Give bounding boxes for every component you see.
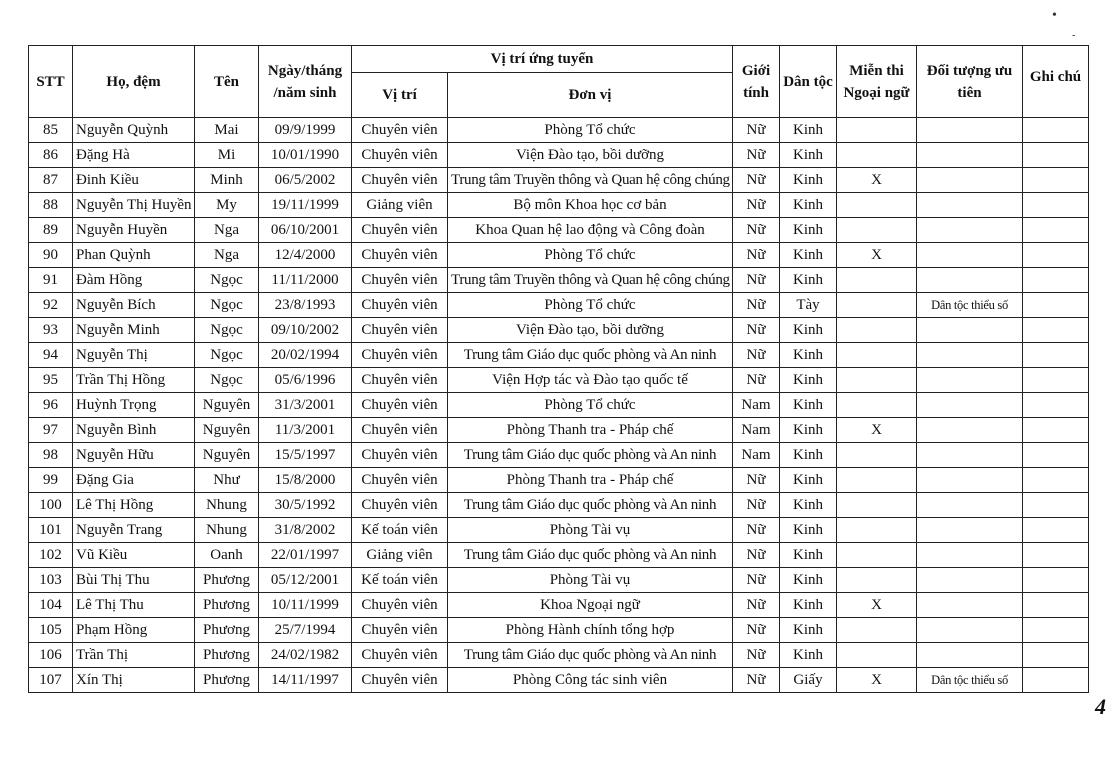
cell-doi-tuong xyxy=(917,393,1023,418)
cell-don-vi: Phòng Tài vụ xyxy=(448,518,733,543)
header-vi-tri-ung-tuyen: Vị trí ứng tuyển xyxy=(352,46,733,73)
cell-mien-thi xyxy=(837,268,917,293)
cell-mien-thi: X xyxy=(837,418,917,443)
cell-mien-thi xyxy=(837,368,917,393)
cell-doi-tuong xyxy=(917,418,1023,443)
cell-ten: Nhung xyxy=(195,493,259,518)
table-row xyxy=(29,593,1089,618)
table-row xyxy=(29,543,1089,568)
page-number: 4 xyxy=(1095,694,1106,719)
cell-stt: 85 xyxy=(29,118,73,143)
cell-vi-tri: Chuyên viên xyxy=(352,218,448,243)
cell-don-vi: Khoa Ngoại ngữ xyxy=(448,593,733,618)
cell-don-vi: Phòng Công tác sinh viên xyxy=(448,668,733,693)
cell-gioi-tinh: Nữ xyxy=(733,493,780,518)
cell-doi-tuong xyxy=(917,568,1023,593)
cell-ngay-sinh: 05/12/2001 xyxy=(259,568,352,593)
cell-mien-thi: X xyxy=(837,243,917,268)
table-row xyxy=(29,318,1089,343)
cell-ho-dem: Đặng Gia xyxy=(73,468,195,493)
cell-ngay-sinh: 30/5/1992 xyxy=(259,493,352,518)
cell-mien-thi: X xyxy=(837,168,917,193)
cell-vi-tri: Chuyên viên xyxy=(352,593,448,618)
cell-ghi-chu xyxy=(1023,443,1089,468)
cell-ho-dem: Nguyễn Minh xyxy=(73,318,195,343)
cell-doi-tuong xyxy=(917,143,1023,168)
cell-mien-thi xyxy=(837,293,917,318)
cell-dan-toc: Kinh xyxy=(780,318,837,343)
cell-dan-toc: Kinh xyxy=(780,418,837,443)
cell-mien-thi xyxy=(837,218,917,243)
candidate-table xyxy=(28,45,1089,693)
cell-dan-toc: Kinh xyxy=(780,618,837,643)
table-row xyxy=(29,293,1089,318)
header-ngay-sinh xyxy=(259,46,352,118)
cell-dan-toc: Kinh xyxy=(780,543,837,568)
cell-stt: 98 xyxy=(29,443,73,468)
cell-doi-tuong xyxy=(917,443,1023,468)
cell-dan-toc: Kinh xyxy=(780,568,837,593)
cell-vi-tri: Chuyên viên xyxy=(352,268,448,293)
cell-vi-tri: Giảng viên xyxy=(352,543,448,568)
cell-doi-tuong xyxy=(917,243,1023,268)
cell-mien-thi xyxy=(837,143,917,168)
table-row xyxy=(29,243,1089,268)
cell-ngay-sinh: 19/11/1999 xyxy=(259,193,352,218)
cell-don-vi: Viện Đào tạo, bồi dưỡng xyxy=(448,143,733,168)
cell-dan-toc: Kinh xyxy=(780,268,837,293)
cell-ten: Ngọc xyxy=(195,343,259,368)
cell-doi-tuong xyxy=(917,118,1023,143)
header-dan-toc xyxy=(780,46,837,118)
cell-mien-thi xyxy=(837,118,917,143)
cell-vi-tri: Chuyên viên xyxy=(352,468,448,493)
cell-ten: Ngọc xyxy=(195,293,259,318)
cell-don-vi: Trung tâm Giáo dục quốc phòng và An ninh xyxy=(448,343,733,368)
cell-gioi-tinh: Nữ xyxy=(733,618,780,643)
cell-ghi-chu xyxy=(1023,218,1089,243)
cell-vi-tri: Giảng viên xyxy=(352,193,448,218)
cell-ghi-chu xyxy=(1023,643,1089,668)
cell-mien-thi xyxy=(837,518,917,543)
cell-ngay-sinh: 23/8/1993 xyxy=(259,293,352,318)
cell-ten: Ngọc xyxy=(195,318,259,343)
cell-ho-dem: Nguyễn Huyền xyxy=(73,218,195,243)
table-body xyxy=(29,118,1089,693)
cell-ghi-chu xyxy=(1023,293,1089,318)
cell-dan-toc: Kinh xyxy=(780,393,837,418)
cell-stt: 101 xyxy=(29,518,73,543)
cell-vi-tri: Chuyên viên xyxy=(352,418,448,443)
cell-ho-dem: Phạm Hồng xyxy=(73,618,195,643)
cell-ghi-chu xyxy=(1023,118,1089,143)
cell-ngay-sinh: 15/8/2000 xyxy=(259,468,352,493)
cell-ten: Mai xyxy=(195,118,259,143)
cell-doi-tuong xyxy=(917,643,1023,668)
cell-gioi-tinh: Nữ xyxy=(733,218,780,243)
table-row xyxy=(29,493,1089,518)
cell-vi-tri: Chuyên viên xyxy=(352,493,448,518)
cell-ho-dem: Nguyễn Trang xyxy=(73,518,195,543)
cell-mien-thi xyxy=(837,468,917,493)
table-row xyxy=(29,643,1089,668)
cell-don-vi: Trung tâm Giáo dục quốc phòng và An ninh xyxy=(448,543,733,568)
cell-stt: 91 xyxy=(29,268,73,293)
cell-ten: Phương xyxy=(195,568,259,593)
cell-dan-toc: Kinh xyxy=(780,243,837,268)
cell-dan-toc: Kinh xyxy=(780,143,837,168)
cell-ten: Ngọc xyxy=(195,368,259,393)
cell-ho-dem: Đặng Hà xyxy=(73,143,195,168)
cell-ho-dem: Nguyễn Bích xyxy=(73,293,195,318)
cell-vi-tri: Chuyên viên xyxy=(352,343,448,368)
cell-mien-thi: X xyxy=(837,668,917,693)
table-row xyxy=(29,518,1089,543)
header-doi-tuong-text: Đối tượng ưu tiên xyxy=(926,62,1013,101)
cell-gioi-tinh: Nữ xyxy=(733,643,780,668)
cell-dan-toc: Giấy xyxy=(780,668,837,693)
cell-ngay-sinh: 14/11/1997 xyxy=(259,668,352,693)
cell-ten: Phương xyxy=(195,593,259,618)
cell-don-vi: Phòng Tài vụ xyxy=(448,568,733,593)
cell-gioi-tinh: Nữ xyxy=(733,318,780,343)
cell-dan-toc: Kinh xyxy=(780,468,837,493)
cell-ghi-chu xyxy=(1023,393,1089,418)
cell-stt: 86 xyxy=(29,143,73,168)
cell-ten: Như xyxy=(195,468,259,493)
cell-ghi-chu xyxy=(1023,568,1089,593)
cell-ghi-chu xyxy=(1023,143,1089,168)
cell-ghi-chu xyxy=(1023,543,1089,568)
cell-stt: 90 xyxy=(29,243,73,268)
header-ghi-chu: Ghi chú xyxy=(1023,46,1089,118)
cell-gioi-tinh: Nữ xyxy=(733,343,780,368)
cell-mien-thi xyxy=(837,568,917,593)
cell-doi-tuong xyxy=(917,368,1023,393)
cell-doi-tuong xyxy=(917,318,1023,343)
cell-ho-dem: Bùi Thị Thu xyxy=(73,568,195,593)
cell-ho-dem: Huỳnh Trọng xyxy=(73,393,195,418)
cell-ho-dem: Đàm Hồng xyxy=(73,268,195,293)
cell-doi-tuong xyxy=(917,268,1023,293)
cell-ho-dem: Vũ Kiều xyxy=(73,543,195,568)
cell-ngay-sinh: 31/3/2001 xyxy=(259,393,352,418)
cell-ngay-sinh: 31/8/2002 xyxy=(259,518,352,543)
header-ten: Tên xyxy=(195,46,259,118)
table-row xyxy=(29,218,1089,243)
cell-ten: My xyxy=(195,193,259,218)
cell-dan-toc: Kinh xyxy=(780,118,837,143)
cell-ngay-sinh: 11/11/2000 xyxy=(259,268,352,293)
cell-dan-toc: Kinh xyxy=(780,443,837,468)
cell-vi-tri: Kế toán viên xyxy=(352,568,448,593)
cell-mien-thi xyxy=(837,343,917,368)
cell-ten: Minh xyxy=(195,168,259,193)
cell-ho-dem: Nguyễn Thị xyxy=(73,343,195,368)
cell-ngay-sinh: 06/10/2001 xyxy=(259,218,352,243)
cell-ngay-sinh: 10/11/1999 xyxy=(259,593,352,618)
cell-mien-thi xyxy=(837,318,917,343)
cell-stt: 99 xyxy=(29,468,73,493)
cell-ghi-chu xyxy=(1023,343,1089,368)
cell-don-vi: Viện Đào tạo, bồi dưỡng xyxy=(448,318,733,343)
cell-gioi-tinh: Nữ xyxy=(733,118,780,143)
cell-ghi-chu xyxy=(1023,168,1089,193)
cell-ngay-sinh: 12/4/2000 xyxy=(259,243,352,268)
table-row xyxy=(29,443,1089,468)
cell-gioi-tinh: Nữ xyxy=(733,568,780,593)
cell-ghi-chu xyxy=(1023,668,1089,693)
cell-vi-tri: Chuyên viên xyxy=(352,293,448,318)
table-row xyxy=(29,568,1089,593)
cell-ghi-chu xyxy=(1023,618,1089,643)
cell-stt: 97 xyxy=(29,418,73,443)
cell-ho-dem: Trần Thị xyxy=(73,643,195,668)
header-vi-tri: Vị trí xyxy=(352,73,448,118)
cell-mien-thi: X xyxy=(837,593,917,618)
cell-ten: Nguyên xyxy=(195,393,259,418)
cell-ten: Nhung xyxy=(195,518,259,543)
cell-doi-tuong xyxy=(917,343,1023,368)
cell-doi-tuong: Dân tộc thiểu số xyxy=(917,293,1023,318)
cell-ho-dem: Phan Quỳnh xyxy=(73,243,195,268)
cell-ghi-chu xyxy=(1023,493,1089,518)
header-don-vi: Đơn vị xyxy=(448,73,733,118)
cell-dan-toc: Kinh xyxy=(780,493,837,518)
cell-mien-thi xyxy=(837,493,917,518)
cell-dan-toc: Kinh xyxy=(780,193,837,218)
cell-stt: 107 xyxy=(29,668,73,693)
cell-ten: Phương xyxy=(195,668,259,693)
cell-ghi-chu xyxy=(1023,468,1089,493)
cell-vi-tri: Chuyên viên xyxy=(352,143,448,168)
cell-gioi-tinh: Nữ xyxy=(733,293,780,318)
cell-doi-tuong: Dân tộc thiểu số xyxy=(917,668,1023,693)
cell-stt: 88 xyxy=(29,193,73,218)
cell-vi-tri: Kế toán viên xyxy=(352,518,448,543)
cell-ho-dem: Trần Thị Hồng xyxy=(73,368,195,393)
cell-gioi-tinh: Nữ xyxy=(733,468,780,493)
header-gioi-tinh xyxy=(733,46,780,118)
cell-stt: 93 xyxy=(29,318,73,343)
cell-stt: 103 xyxy=(29,568,73,593)
cell-doi-tuong xyxy=(917,493,1023,518)
cell-vi-tri: Chuyên viên xyxy=(352,618,448,643)
cell-dan-toc: Kinh xyxy=(780,643,837,668)
table-row xyxy=(29,143,1089,168)
cell-doi-tuong xyxy=(917,518,1023,543)
cell-don-vi: Phòng Tổ chức xyxy=(448,243,733,268)
cell-stt: 105 xyxy=(29,618,73,643)
cell-ten: Phương xyxy=(195,643,259,668)
cell-stt: 102 xyxy=(29,543,73,568)
header-ho-dem: Họ, đệm xyxy=(73,46,195,118)
table-row xyxy=(29,393,1089,418)
scan-dot-mark: • xyxy=(1052,8,1057,23)
cell-gioi-tinh: Nam xyxy=(733,418,780,443)
cell-don-vi: Phòng Tổ chức xyxy=(448,118,733,143)
cell-dan-toc: Kinh xyxy=(780,518,837,543)
table-row xyxy=(29,618,1089,643)
cell-dan-toc: Kinh xyxy=(780,368,837,393)
cell-vi-tri: Chuyên viên xyxy=(352,393,448,418)
cell-ten: Mi xyxy=(195,143,259,168)
cell-don-vi: Viện Hợp tác và Đào tạo quốc tế xyxy=(448,368,733,393)
cell-ngay-sinh: 06/5/2002 xyxy=(259,168,352,193)
cell-gioi-tinh: Nữ xyxy=(733,268,780,293)
cell-gioi-tinh: Nữ xyxy=(733,368,780,393)
cell-ghi-chu xyxy=(1023,593,1089,618)
cell-don-vi: Trung tâm Truyền thông và Quan hệ công chúng xyxy=(448,168,733,193)
cell-dan-toc: Kinh xyxy=(780,593,837,618)
table-row xyxy=(29,193,1089,218)
cell-doi-tuong xyxy=(917,193,1023,218)
cell-vi-tri: Chuyên viên xyxy=(352,243,448,268)
header-ngay-sinh-text: Ngày/tháng /năm sinh xyxy=(267,62,343,101)
cell-ghi-chu xyxy=(1023,243,1089,268)
cell-ngay-sinh: 10/01/1990 xyxy=(259,143,352,168)
cell-stt: 100 xyxy=(29,493,73,518)
cell-ghi-chu xyxy=(1023,318,1089,343)
cell-ngay-sinh: 05/6/1996 xyxy=(259,368,352,393)
cell-doi-tuong xyxy=(917,468,1023,493)
cell-don-vi: Trung tâm Giáo dục quốc phòng và An ninh xyxy=(448,643,733,668)
cell-vi-tri: Chuyên viên xyxy=(352,668,448,693)
cell-ten: Phương xyxy=(195,618,259,643)
cell-doi-tuong xyxy=(917,543,1023,568)
cell-vi-tri: Chuyên viên xyxy=(352,168,448,193)
cell-doi-tuong xyxy=(917,618,1023,643)
cell-mien-thi xyxy=(837,393,917,418)
cell-ghi-chu xyxy=(1023,518,1089,543)
cell-ghi-chu xyxy=(1023,268,1089,293)
cell-ghi-chu xyxy=(1023,193,1089,218)
cell-don-vi: Phòng Hành chính tổng hợp xyxy=(448,618,733,643)
cell-dan-toc: Tày xyxy=(780,293,837,318)
cell-stt: 87 xyxy=(29,168,73,193)
table-row xyxy=(29,343,1089,368)
cell-ngay-sinh: 25/7/1994 xyxy=(259,618,352,643)
cell-gioi-tinh: Nữ xyxy=(733,143,780,168)
cell-gioi-tinh: Nữ xyxy=(733,543,780,568)
cell-mien-thi xyxy=(837,618,917,643)
cell-ho-dem: Nguyễn Thị Huyền xyxy=(73,193,195,218)
cell-ten: Nguyên xyxy=(195,443,259,468)
cell-mien-thi xyxy=(837,543,917,568)
cell-stt: 106 xyxy=(29,643,73,668)
cell-doi-tuong xyxy=(917,218,1023,243)
table-header xyxy=(29,46,1089,118)
cell-mien-thi xyxy=(837,443,917,468)
cell-ten: Oanh xyxy=(195,543,259,568)
scan-dash-mark: - xyxy=(1072,30,1076,41)
table-row xyxy=(29,168,1089,193)
header-mien-thi-text: Miễn thi Ngoại ngữ xyxy=(843,62,910,101)
cell-don-vi: Phòng Tổ chức xyxy=(448,393,733,418)
header-doi-tuong xyxy=(917,46,1023,118)
cell-gioi-tinh: Nữ xyxy=(733,168,780,193)
cell-ghi-chu xyxy=(1023,418,1089,443)
cell-ho-dem: Đinh Kiều xyxy=(73,168,195,193)
cell-vi-tri: Chuyên viên xyxy=(352,643,448,668)
cell-ten: Nguyên xyxy=(195,418,259,443)
cell-ngay-sinh: 22/01/1997 xyxy=(259,543,352,568)
cell-vi-tri: Chuyên viên xyxy=(352,118,448,143)
cell-ten: Ngọc xyxy=(195,268,259,293)
table-row xyxy=(29,368,1089,393)
cell-gioi-tinh: Nam xyxy=(733,443,780,468)
cell-ho-dem: Nguyễn Quỳnh xyxy=(73,118,195,143)
cell-ho-dem: Nguyễn Bình xyxy=(73,418,195,443)
cell-vi-tri: Chuyên viên xyxy=(352,443,448,468)
cell-stt: 104 xyxy=(29,593,73,618)
cell-dan-toc: Kinh xyxy=(780,168,837,193)
cell-don-vi: Trung tâm Truyền thông và Quan hệ công chúng xyxy=(448,268,733,293)
cell-stt: 95 xyxy=(29,368,73,393)
cell-ho-dem: Lê Thị Thu xyxy=(73,593,195,618)
cell-gioi-tinh: Nữ xyxy=(733,668,780,693)
cell-don-vi: Bộ môn Khoa học cơ bản xyxy=(448,193,733,218)
cell-ngay-sinh: 24/02/1982 xyxy=(259,643,352,668)
header-dan-toc-text: Dân tộc xyxy=(783,73,833,90)
cell-don-vi: Trung tâm Giáo dục quốc phòng và An ninh xyxy=(448,443,733,468)
cell-gioi-tinh: Nữ xyxy=(733,518,780,543)
cell-don-vi: Phòng Tổ chức xyxy=(448,293,733,318)
cell-vi-tri: Chuyên viên xyxy=(352,318,448,343)
cell-ho-dem: Nguyễn Hữu xyxy=(73,443,195,468)
cell-dan-toc: Kinh xyxy=(780,343,837,368)
cell-stt: 94 xyxy=(29,343,73,368)
cell-doi-tuong xyxy=(917,593,1023,618)
cell-gioi-tinh: Nữ xyxy=(733,593,780,618)
cell-stt: 96 xyxy=(29,393,73,418)
cell-ngay-sinh: 15/5/1997 xyxy=(259,443,352,468)
cell-vi-tri: Chuyên viên xyxy=(352,368,448,393)
cell-don-vi: Phòng Thanh tra - Pháp chế xyxy=(448,468,733,493)
cell-stt: 92 xyxy=(29,293,73,318)
cell-gioi-tinh: Nam xyxy=(733,393,780,418)
cell-ghi-chu xyxy=(1023,368,1089,393)
cell-mien-thi xyxy=(837,193,917,218)
table-row xyxy=(29,418,1089,443)
table-row xyxy=(29,118,1089,143)
cell-ngay-sinh: 11/3/2001 xyxy=(259,418,352,443)
cell-ho-dem: Lê Thị Hồng xyxy=(73,493,195,518)
cell-don-vi: Trung tâm Giáo dục quốc phòng và An ninh xyxy=(448,493,733,518)
cell-gioi-tinh: Nữ xyxy=(733,243,780,268)
cell-stt: 89 xyxy=(29,218,73,243)
cell-gioi-tinh: Nữ xyxy=(733,193,780,218)
cell-doi-tuong xyxy=(917,168,1023,193)
cell-mien-thi xyxy=(837,643,917,668)
cell-ten: Nga xyxy=(195,218,259,243)
table-row xyxy=(29,668,1089,693)
cell-ngay-sinh: 09/10/2002 xyxy=(259,318,352,343)
cell-ngay-sinh: 09/9/1999 xyxy=(259,118,352,143)
table-row xyxy=(29,468,1089,493)
header-gioi-tinh-text: Giới tính xyxy=(741,62,771,101)
table-row xyxy=(29,268,1089,293)
cell-ngay-sinh: 20/02/1994 xyxy=(259,343,352,368)
cell-dan-toc: Kinh xyxy=(780,218,837,243)
header-mien-thi xyxy=(837,46,917,118)
header-stt: STT xyxy=(29,46,73,118)
cell-ho-dem: Xín Thị xyxy=(73,668,195,693)
cell-don-vi: Phòng Thanh tra - Pháp chế xyxy=(448,418,733,443)
cell-don-vi: Khoa Quan hệ lao động và Công đoàn xyxy=(448,218,733,243)
cell-ten: Nga xyxy=(195,243,259,268)
